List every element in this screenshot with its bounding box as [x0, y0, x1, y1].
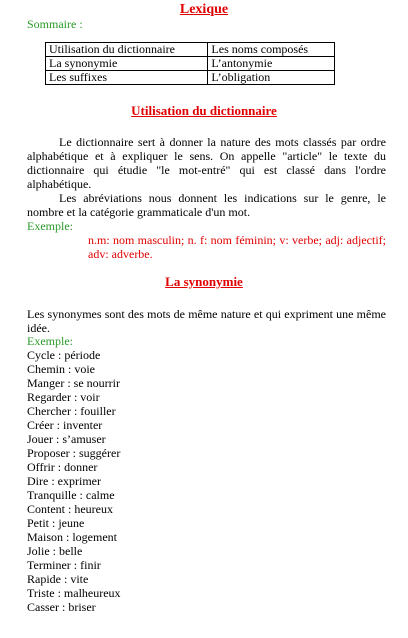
sommaire-label: Sommaire :	[27, 17, 83, 31]
synonym-item: Petit : jeune	[27, 516, 85, 530]
example-label: Exemple:	[27, 219, 73, 233]
synonym-item: Cycle : période	[27, 348, 101, 362]
synonym-item: Jouer : s’amuser	[27, 432, 106, 446]
paragraph-abreviations: Les abréviations nous donnent les indications sur le genre, le nombre et la catégorie grammaticale d'un mot.	[27, 191, 386, 219]
summary-cell: Utilisation du dictionnaire	[46, 43, 208, 57]
summary-cell: La synonymie	[46, 57, 208, 71]
summary-cell: Les noms composés	[208, 43, 335, 57]
synonym-item: Content : heureux	[27, 502, 113, 516]
synonym-item: Dire : exprimer	[27, 474, 101, 488]
synonym-item: Tranquille : calme	[27, 488, 115, 502]
summary-cell: Les suffixes	[46, 71, 208, 85]
summary-cell: L’obligation	[208, 71, 335, 85]
synonym-item: Rapide : vite	[27, 572, 89, 586]
example-label: Exemple:	[27, 334, 73, 348]
synonym-item: Triste : malheureux	[27, 586, 121, 600]
section-heading-synonymie: La synonymie	[165, 274, 243, 289]
synonym-item: Chemin : voie	[27, 362, 95, 376]
summary-cell: L’antonymie	[208, 57, 335, 71]
abbreviations-list: n.m: nom masculin; n. f: nom féminin; v: verbe; adj: adjectif; adv: adverbe.	[88, 233, 386, 261]
synonym-item: Regarder : voir	[27, 390, 100, 404]
synonym-item: Chercher : fouiller	[27, 404, 116, 418]
synonym-item: Maison : logement	[27, 530, 117, 544]
summary-row	[46, 71, 335, 85]
page-title: Lexique	[179, 2, 229, 17]
summary-row	[46, 43, 335, 57]
synonym-list	[27, 348, 121, 614]
paragraph-synonymie: Les synonymes sont des mots de même nature et qui expriment une même idée.	[27, 307, 386, 335]
section-heading-dictionnaire: Utilisation du dictionnaire	[131, 103, 277, 118]
summary-row	[46, 57, 335, 71]
synonym-item: Proposer : suggérer	[27, 446, 121, 460]
synonym-item: Créer : inventer	[27, 418, 103, 432]
synonym-item: Offrir : donner	[27, 460, 98, 474]
synonym-item: Terminer : finir	[27, 558, 101, 572]
synonym-item: Casser : briser	[27, 600, 96, 614]
summary-table	[45, 42, 335, 85]
paragraph-dictionnaire: Le dictionnaire sert à donner la nature des mots classés par ordre alphabétique et à expliquer le sens. On appelle "article" le texte du dictionnaire qui étudie "le mot-entré" qui est classé dans l'ordre alphabétique.	[27, 135, 386, 191]
synonym-item: Jolie : belle	[27, 544, 83, 558]
synonym-item: Manger : se nourrir	[27, 376, 120, 390]
